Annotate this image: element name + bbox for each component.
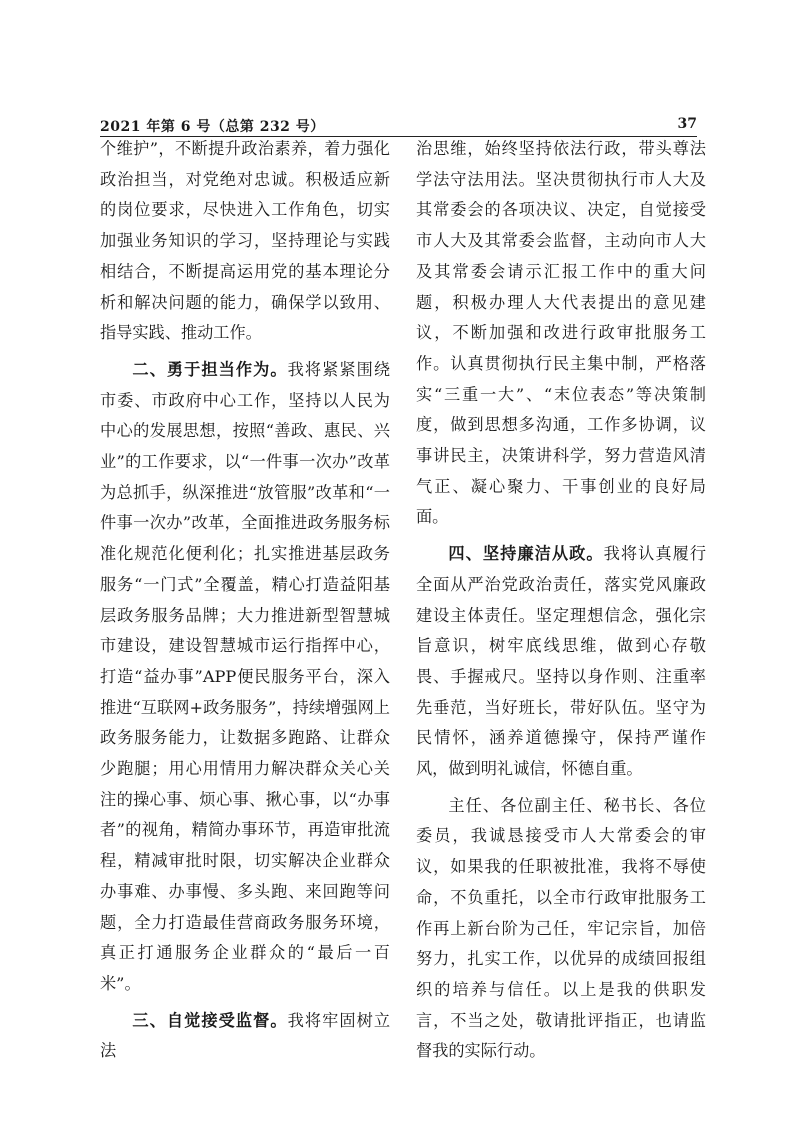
paragraph-body: 我将认真履行全面从严治党政治责任，落实党风廉政建设主体责任。坚定理想信念，强化宗旨意识，树牢底线思维，做到心存敬畏、手握戒尺。坚持以身作则、注重率先垂范，当好班长，带好队伍。坚守为民情怀，涵养道德操守，保持严谨作风，做到明礼诚信，怀德自重。 bbox=[416, 544, 707, 779]
paragraph bbox=[100, 355, 390, 1000]
paragraph-body: 我将牢固树立法 bbox=[100, 1010, 391, 1061]
section-heading: 四、坚持廉洁从政。 bbox=[448, 544, 604, 564]
paragraph: 个维护”，不断提升政治素养，着力强化政治担当，对党绝对忠诚。积极适应新的岗位要求，尽快进入工作角色，切实加强业务知识的学习，坚持理论与实践相结合，不断提高运用党的基本理论分析和解决问题的能力，确保学以致用、指导实践、推动工作。 bbox=[100, 139, 390, 343]
section-heading: 三、自觉接受监督。 bbox=[132, 1010, 288, 1030]
paragraph bbox=[100, 1006, 390, 1067]
page-number: 37 bbox=[677, 116, 697, 132]
right-column bbox=[416, 134, 706, 1067]
paragraph: 治思维，始终坚持依法行政，带头尊法学法守法用法。坚决贯彻执行市人大及其常委会的各项决议、决定，自觉接受市人大及其常委会监督，主动向市人大及其常委会请示汇报工作中的重大问题，积极办理人大代表提出的意见建议，不断加强和改进行政审批服务工作。认真贯彻执行民主集中制，严格落实“三重一大”、“末位表态”等决策制度，做到思想多沟通，工作多协调，议事讲民主，决策讲科学，努力营造风清气正、凝心聚力、干事创业的良好局面。 bbox=[416, 139, 706, 527]
paragraph-body: 我将紧紧围绕市委、市政府中心工作，坚持以人民为中心的发展思想，按照“善政、惠民、兴业”的工作要求，以“一件事一次办”改革为总抓手，纵深推进“放管服”改革和“一件事一次办”改革，全面推进政务服务标准化规范化便利化；扎实推进基层政务服务“一门式”全覆盖，精心打造益阳基层政务服务品牌；大力推进新型智慧城市建设，建设智慧城市运行指挥中心，打造“益办事”APP便民服务平台，深入推进“互联网+政务服务”，持续增强网上政务服务能力，让数据多跑路、让群众少跑腿；用心用情用力解决群众关心关注的操心事、烦心事、揪心事，以“办事者”的视角，精简办事环节，再造审批流程，精减审批时限，切实解决企业群众办事难、办事慢、多头跑、来回跑等问题，全力打造最佳营商政务服务环境，真正打通服务企业群众的“最后一百米”。 bbox=[100, 359, 391, 993]
issue-label: 2021 年第 6 号（总第 232 号） bbox=[100, 119, 325, 135]
left-column bbox=[100, 134, 390, 1067]
paragraph bbox=[416, 539, 706, 785]
section-heading: 二、勇于担当作为。 bbox=[132, 359, 288, 379]
paragraph: 主任、各位副主任、秘书长、各位委员，我诚恳接受市人大常委会的审议，如果我的任职被批准，我将不辱使命，不负重托，以全市行政审批服务工作再上新台阶为己任，牢记宗旨，加倍努力，扎实工作，以优异的成绩回报组织的培养与信任。以上是我的供职发言，不当之处，敬请批评指正，也请监督我的实际行动。 bbox=[416, 795, 706, 1061]
